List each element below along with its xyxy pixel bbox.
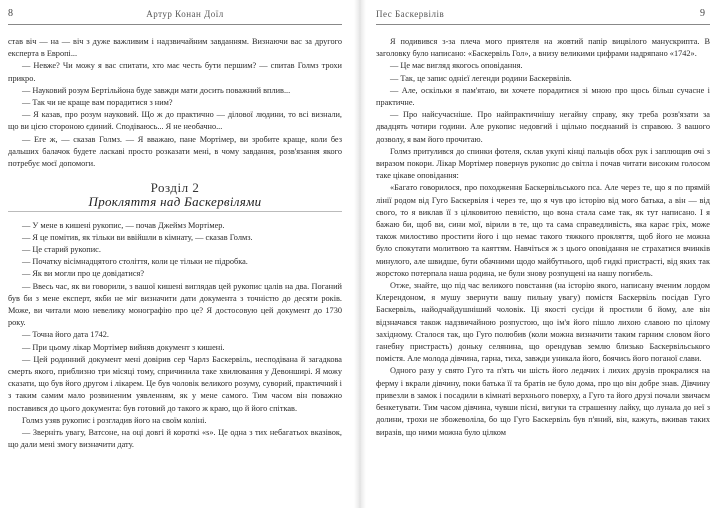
paragraph: Голмз притулився до спинки фотеля, склав укупі кінці пальців обох рук і заплющив очі з виразом покори. Лікар Мортімер повернув рукопис до світла і почав читати високим голосом таке цікаве оповідання: bbox=[376, 146, 710, 181]
page-number-right: 9 bbox=[700, 8, 705, 19]
chapter-title: Прокляття над Баскервілями bbox=[8, 196, 342, 211]
paragraph: — Науковий розум Бертільйона буде завжди мати досить поважний вплив... bbox=[22, 85, 291, 95]
header-rule-right bbox=[376, 24, 710, 25]
paragraph: — Невже? Чи можу я вас спитати, хто має честь бути першим? — спитав Голмз трохи прикро. bbox=[8, 61, 342, 83]
paragraph: Одного разу у свято Гуго та п'ять чи шість його ледачих і лихих друзів прокралися на ферму і вкрали дівчину, поки батька її та братів не було дома, про що він добре знав. Дівчину привезли в замок і посадили в кімнаті верхнього поверху, а Гуго та його друзі почали звичаєм бенкетувати. Тим часом дівчина, чувши пісні, вигуки та страшенну лайку, що лунала до неї з долини, трохи не збожеволіла, бо що Гуго Баскервіль був п'яний, він, кажуть, вживав таких виразів, що ними можна було цілком bbox=[376, 366, 710, 437]
left-paragraphs-bottom bbox=[8, 220, 342, 452]
chapter-label: Розділ 2 bbox=[150, 180, 200, 196]
paragraph: — Так, це запис однієї легенди родини Баскервілів. bbox=[390, 73, 572, 83]
paragraph: Голмз узяв рукопис і розгладив його на своїм коліні. bbox=[22, 415, 207, 425]
paragraph: — Зверніть увагу, Ватсоне, на оці довгі й короткі «s». Це одна з тих небагатьох вказівок, що дали мені змогу визначити дату. bbox=[8, 428, 342, 450]
running-header-right: Пес Баскервілів bbox=[376, 9, 445, 19]
header-rule-left bbox=[8, 24, 342, 25]
running-header-left: Артур Конан Доїл bbox=[146, 9, 224, 19]
paragraph: Отже, знайте, що під час великого повстання (на історію якого, написану вченим лордом Клерендоном, я мушу звернути вашу пильну увагу) помістя Баскервіль посідав Гуго Баскервіль, найодчайдушніший чоловік. Ці якості сусіди й простили б йому, але він відзначався також надзвичайною розпустою, що ім'я його пішло лихою славою по цілому західному. Сталося так, що Гуго полюбив (коли можна визначити таким гарним словом його ганебну пристрасть) доньку селянина, що орендував землю близько Баскервільського помістя. Але молода дівчина, гарна, тиха, завжди уникала його, боячись його поганої слави. bbox=[376, 281, 710, 364]
paragraph: — Цей родинний документ мені довірив сер Чарлз Баскервіль, несподівана й загадкова смерть якого, приблизно три місяці тому, спричинила таке хвилювання у Девонширі. Я можу сказати, що був його другом і лікарем. Це був чоловік великого розуму, суворий, практичний і з таким самим мало розвиненим уявленням, як у мене самого. Тим часом він поважно поставився до цього документа: був готовий до такого ж краю, що й його спіткав. bbox=[8, 354, 342, 413]
paragraph: — Точна його дата 1742. bbox=[22, 330, 109, 340]
left-page-body bbox=[8, 36, 342, 452]
right-page-body bbox=[376, 36, 710, 439]
paragraph: — Ввесь час, як ви говорили, з вашої кишені виглядав цей рукопис цалів на два. Поганий був би з мене експерт, якби не міг визначити дати документа з точністю до десяти років. Може, ви читали мою невелику монографію про це? Я достосовую цей документ до 1730 року. bbox=[8, 281, 342, 328]
paragraph: Я подивився з-за плеча мого приятеля на жовтий папір вицвілого манускрипта. В заголовку було написано: «Баскервіль Гол», а внизу великими цифрами надряпано «1742». bbox=[376, 37, 710, 59]
paragraph: — Про найсучасніше. Про найпрактичнішу негайну справу, яку треба розв'язати за двадцять чотири години. Але рукопис недовгий і щільно поєднаний із справою. З вашого дозволу, я вам його прочитаю. bbox=[376, 110, 710, 144]
page-number-left: 8 bbox=[8, 8, 13, 19]
paragraph: — Еге ж, — сказав Голмз. — Я вважаю, пане Мортімер, ви зробите краще, коли без дальших балачок будете ласкаві просто розказати мені, в чому завдання, розв'язання якого потребує моєї допомоги. bbox=[8, 134, 342, 169]
paragraph: — Початку вісімнадцятого століття, коли це тільки не підробка. bbox=[22, 257, 248, 267]
paragraph: — Це має вигляд якогось оповідання. bbox=[390, 61, 523, 71]
paragraph: — Це старий рукопис. bbox=[22, 245, 101, 255]
paragraph: — Я казав, про розум науковий. Що ж до практично — ділової людини, то всі визнали, що ви цією стороною єдиний. Сподіваюсь... Я не необачно... bbox=[8, 110, 342, 132]
right-paragraphs bbox=[376, 36, 710, 439]
book-gutter bbox=[354, 0, 366, 508]
paragraph: — У мене в кишені рукопис, — почав Джеймз Мортімер. bbox=[22, 220, 225, 230]
paragraph: — Так чи не краще вам порадитися з ним? bbox=[22, 98, 173, 108]
left-page bbox=[0, 0, 354, 508]
paragraph: — Я це помітив, як тільки ви ввійшли в кімнату, — сказав Голмз. bbox=[22, 232, 253, 242]
paragraph: став віч — на — віч з дуже важливим і надзвичайним завданням. Визнаючи вас за другого експерта в Европі... bbox=[8, 37, 342, 59]
right-page bbox=[366, 0, 720, 508]
paragraph: — Але, оскільки я пам'ятаю, ви хочете порадитися зі мною про щось більш сучасне і практичне. bbox=[376, 85, 710, 108]
paragraph: — Як ви могли про це довідатися? bbox=[22, 269, 145, 279]
paragraph: «Багато говорилося, про походження Баскервільського пса. Але через те, що я по прямій лінії родом від Гуго Баскервіля і через те, що я чув цю історію від мого батька, а він — від свого, то я виклав її з цілковитою певністю, що вона стала саме так, як тут написано. І я бажаю би, щоб ви, сини мої, вірили в те, що та сама справедливість, яка карає гріх, може також милостиво простити його і що немає такого тяжкого прокляття, щоб його не можна було спокутати молитвою та каяттям. Навчіться ж з цього оповідання не страхатися вчинків минулого, але швидше, бути обачними щодо майбутнього, щоб гидкі пристрасті, від яких так жорстоко потерпала наша родина, не були знову розпущені на нашу погибель. bbox=[376, 183, 710, 278]
left-paragraphs-top bbox=[8, 36, 342, 170]
paragraph: — При цьому лікар Мортімер вийняв документ з кишені. bbox=[22, 342, 225, 352]
